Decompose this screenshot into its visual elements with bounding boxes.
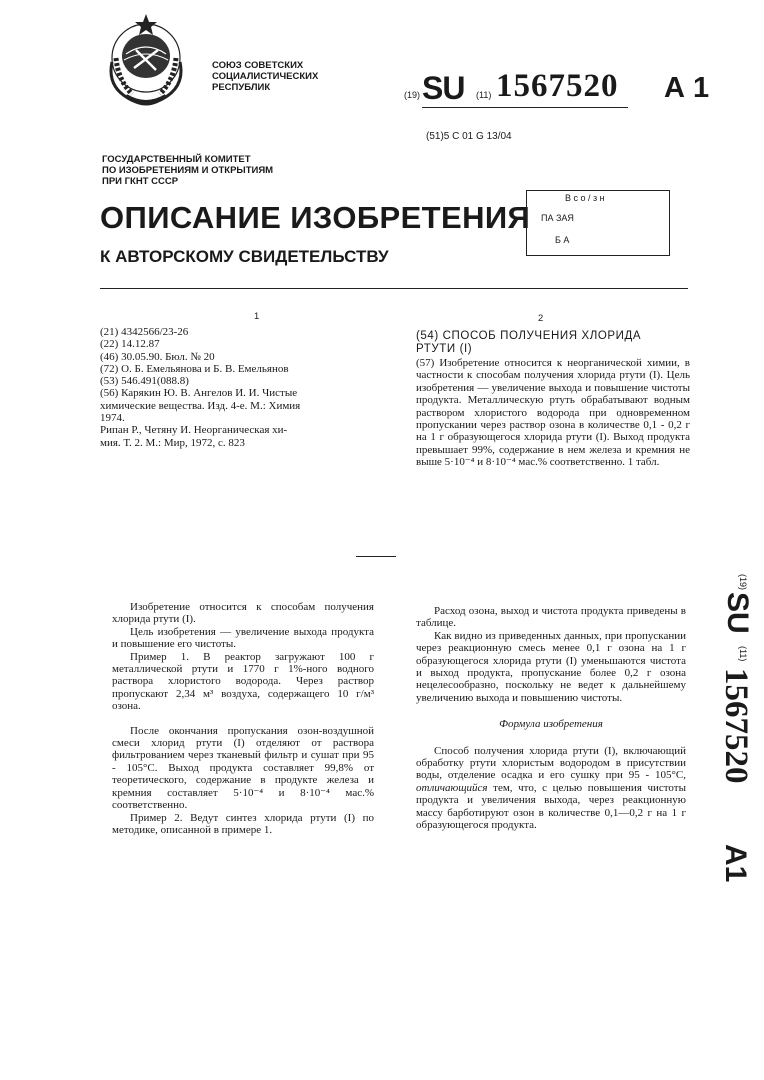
vertical-number: 1567520 xyxy=(718,668,754,784)
claim-text xyxy=(416,745,686,832)
document-title: ОПИСАНИЕ ИЗОБРЕТЕНИЯ xyxy=(100,200,531,235)
library-stamp xyxy=(526,190,670,256)
description-left xyxy=(112,601,374,836)
document-subtitle: К АВТОРСКОМУ СВИДЕТЕЛЬСТВУ xyxy=(100,247,389,266)
paragraph: Изобретение относится к способам получения хлорида ртути (I). xyxy=(112,601,374,626)
paragraph: Пример 1. В реактор загружают 100 г металлической ртути и 1770 г 1%-ного водного раствора хлористого водорода. Через раствор пропускают 2,34 м³ воздуха, содержащего 10 г/м³ озона. xyxy=(112,650,374,713)
stamp-line: ПА ЗАЯ xyxy=(541,213,574,223)
biblio-line: химические вещества. Изд. 4-е. М.: Химия xyxy=(100,399,301,412)
vertical-code-19: (19) xyxy=(738,574,748,591)
code-19: (19) xyxy=(404,90,421,100)
biblio-line: (53) 546.491(088.8) xyxy=(100,375,189,388)
paragraph: Цель изобретения — увеличение выхода продукта и повышение его чистоты. xyxy=(112,625,374,651)
claims-heading: Формула изобретения xyxy=(499,718,603,731)
separator-rule xyxy=(356,556,396,557)
header-rule xyxy=(100,288,688,289)
description-right xyxy=(416,605,686,832)
patent-id xyxy=(404,68,734,108)
vertical-patent-mark xyxy=(690,568,754,898)
invention-title xyxy=(416,330,690,356)
paragraph: Расход озона, выход и чистота продукта приведены в таблице. xyxy=(416,605,686,630)
abstract-text: (57) Изобретение относится к неорганической химии, в частности к способам получения хлорида ртути (I). Цель изобретения — увеличение выхода и повышение чистоты продукта. Металлическую ртуть обрабатывают водным раствором хлористого водорода при одновременном пропускании через раствор озона в количестве 0,1 - 0,2 г на 1 г образующегося хлорида ртути (I). Выход продукта превышает 99%, содержание в нем железа и кремния не выше 5·10⁻⁴ и 8·10⁻⁴ мас.% соответственно. 1 табл. xyxy=(416,357,690,469)
committee-line: ГОСУДАРСТВЕННЫЙ КОМИТЕТ xyxy=(102,154,251,165)
biblio-line: (46) 30.05.90. Бюл. № 20 xyxy=(100,350,215,363)
org-line: СОЦИАЛИСТИЧЕСКИХ xyxy=(212,71,319,82)
ipc-class: (51)5 С 01 G 13/04 xyxy=(426,131,512,142)
org-line: РЕСПУБЛИК xyxy=(212,82,271,93)
biblio-line: (21) 4342566/23-26 xyxy=(100,326,189,338)
number-underline xyxy=(422,107,628,108)
ussr-emblem xyxy=(96,10,196,110)
biblio-line: Рипан Р., Четяну И. Неорганическая хи- xyxy=(100,424,288,437)
paragraph: Пример 2. Ведут синтез хлорида ртути (I) по методике, описанной в примере 1. xyxy=(112,811,374,836)
kind-code: А 1 xyxy=(664,72,710,104)
vertical-kind: A1 xyxy=(719,844,752,883)
invention-title-line: (54) СПОСОБ ПОЛУЧЕНИЯ ХЛОРИДА xyxy=(416,330,642,342)
paragraph: После окончания пропускания озон-воздушной смеси хлорид ртути (I) отделяют от раствора фильтрованием через тканевый фильтр и сушат при 95 - 105°С. Выход продукта составляет 99,8% от теоретического, содержание в продукте железа и кремния составляет 5·10⁻⁴ и 8·10⁻⁴ мас.% соответственно. xyxy=(112,724,374,812)
patent-number: 1567520 xyxy=(496,68,619,104)
claim-distinctive: отличающийся xyxy=(416,781,488,794)
claim-part: Способ получения хлорида ртути (I), включающий обработку ртути хлористым водородом в присутствии воды, отделение осадка и его сушку при 95 - 105°С, xyxy=(416,744,686,782)
biblio-line: (72) О. Б. Емельянова и Б. В. Емельянов xyxy=(100,362,289,375)
paragraph: Как видно из приведенных данных, при пропускании через реакционную смесь менее 0,1 г озона на 1 г образующегося хлорида ртути (I) уменьшаются чистота и выход продукта, пропускание более 0,2 г озона нецелесообразно, поскольку не ведет к дальнейшему увеличению выхода и повышению чистоты. xyxy=(416,629,686,704)
claim-part: тем, что, с целью повышения чистоты продукта и увеличения выхода, через реакционную массу барботируют озон в количестве 0,1—0,2 г на 1 г образующегося продукта. xyxy=(416,781,686,832)
committee-line: ПО ИЗОБРЕТЕНИЯМ И ОТКРЫТИЯМ xyxy=(102,165,274,176)
column-number-right: 2 xyxy=(538,312,544,323)
biblio-line: 1974. xyxy=(100,412,125,425)
stamp-line: В с о / з н xyxy=(565,193,605,203)
su-label: SU xyxy=(422,70,465,106)
biblio-line: (22) 14.12.87 xyxy=(100,338,160,351)
vertical-code-11: (11) xyxy=(738,646,748,662)
committee-line: ПРИ ГКНТ СССР xyxy=(102,176,179,187)
abstract xyxy=(416,330,690,469)
org-name xyxy=(212,60,318,93)
committee xyxy=(102,154,273,187)
biblio-line: (56) Карякин Ю. В. Ангелов И. И. Чистые xyxy=(100,387,298,400)
column-number-left: 1 xyxy=(254,310,260,321)
invention-title-line: РТУТИ (I) xyxy=(416,343,473,355)
code-11: (11) xyxy=(476,90,492,100)
stamp-line: Б А xyxy=(555,235,570,245)
vertical-su: SU xyxy=(721,592,754,634)
org-line: СОЮЗ СОВЕТСКИХ xyxy=(212,60,304,71)
bibliographic-data xyxy=(100,326,300,449)
biblio-line: мия. Т. 2. М.: Мир, 1972, с. 823 xyxy=(100,436,245,449)
